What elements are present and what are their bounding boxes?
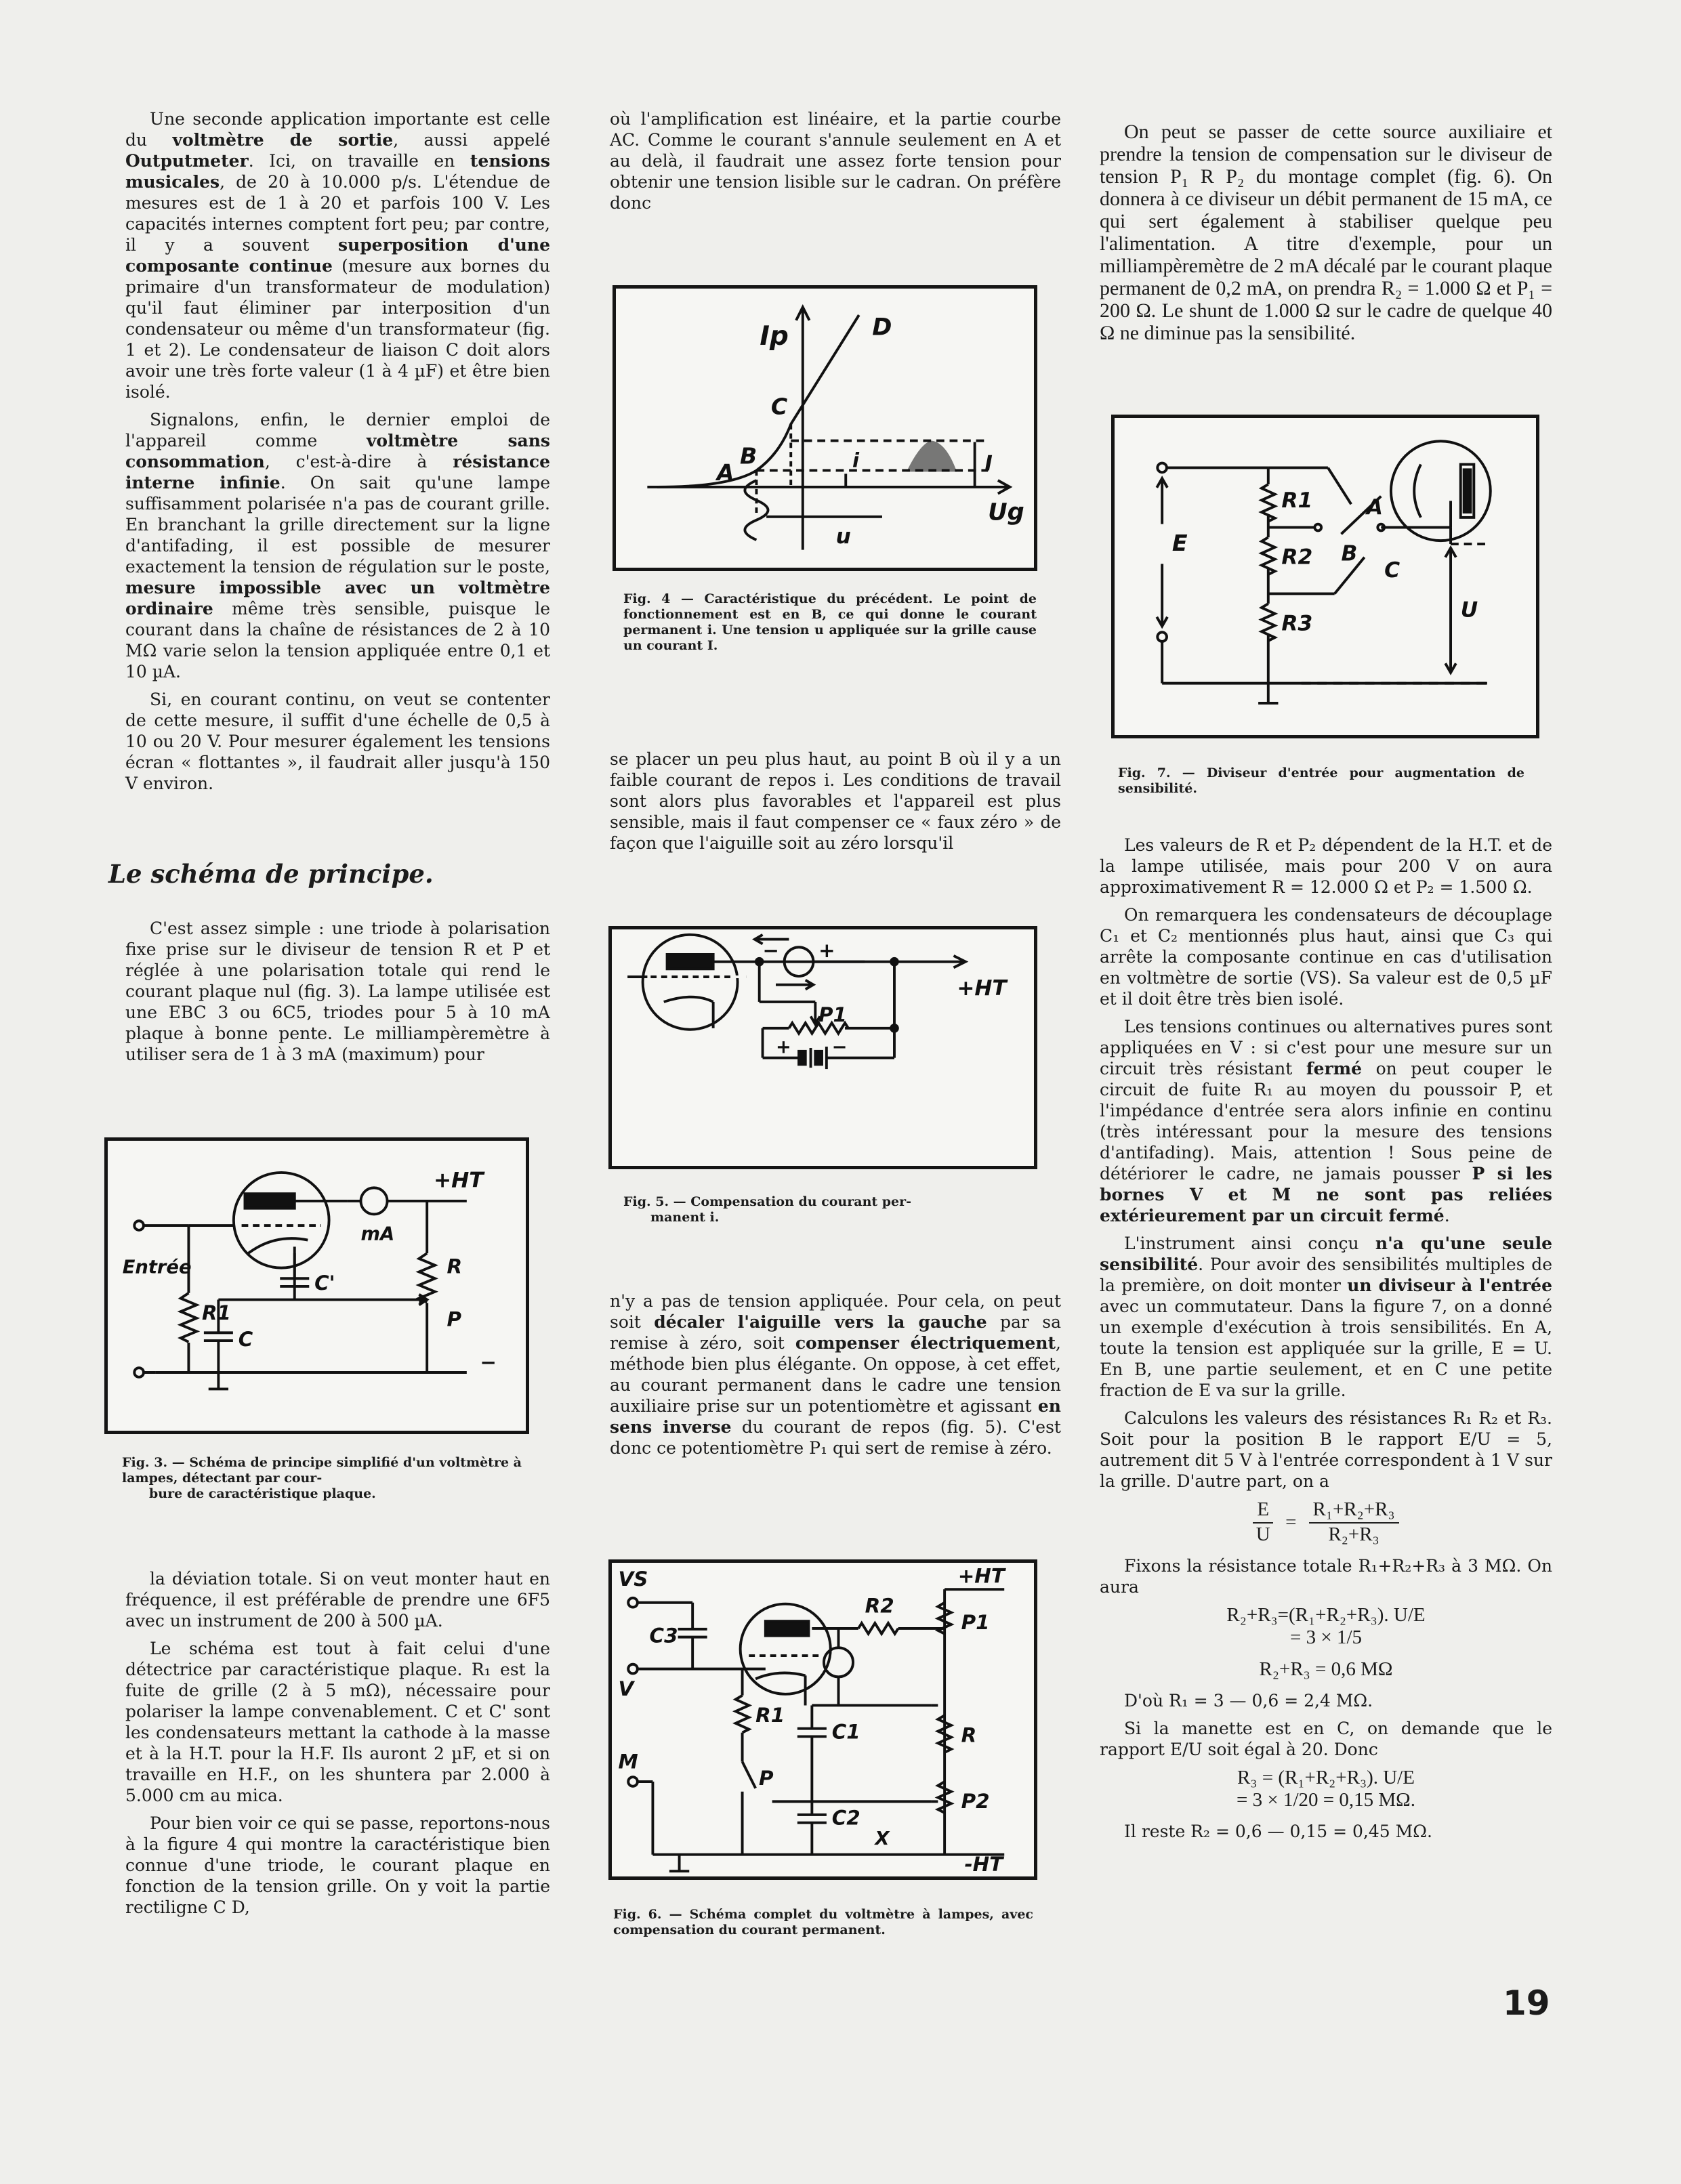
fig4-label-a: A [716, 459, 734, 486]
fig7-label-u: U [1460, 597, 1478, 623]
bold-text: Outputmeter [125, 151, 249, 171]
fig7-label-b: B [1341, 541, 1358, 566]
fig3-caption-b: bure de caractéristique plaque. [149, 1486, 376, 1501]
col2-top-text [610, 108, 1061, 220]
text: Si, en courant continu, on veut se contenter de cette mesure, il suffit d'une échelle de 0,5 à 10 ou 20 V. Pour mesurer également les tensions écran « flottantes », il faudrait aller jusqu'à 150 V environ. [125, 690, 550, 793]
figure-4-caption: Fig. 4 — Caractéristique du précédent. Le point de fonctionnement est en B, ce qui donne le courant permanent i. Une tension u appliquée sur la grille cause un courant I. [623, 591, 1037, 653]
text: L'instrument ainsi conçu [1124, 1234, 1375, 1253]
fig6-label-c3: C3 [649, 1624, 678, 1647]
fig6-label-p2: P2 [961, 1790, 990, 1813]
figure-5-caption [623, 1194, 1037, 1225]
text: On remarquera les condensateurs de découplage C₁ et C₂ mentionnés plus haut, ainsi que C₃ qui arrête la composante continue en cas d'utilisation en voltmètre de sortie (VS). Sa valeur est de 0,5 µF et il doit être très bien isolé. [1100, 905, 1552, 1009]
col1-top-text [125, 108, 550, 801]
text: par sa remise à zéro, soit [610, 1312, 1061, 1353]
fig6-label-m: M [618, 1750, 638, 1773]
text: se placer un peu plus haut, au point B où il y a un faible courant de repos i. Les conditions de travail sont alors plus favorables et l'appareil est plus sensible, mais il faut compenser ce « faux zéro » de façon que l'aiguille soit au zéro lorsqu'il [610, 749, 1061, 853]
text: Le schéma est tout à fait celui d'une détectrice par caractéristique plaque. R₁ est la fuite de grille (2 à 5 mΩ), nécessaire pour polariser la lampe convenablement. C et C' sont les condensateurs mettant la cathode à la masse et à la H.T. pour la H.F. Ils auront 2 µF, et si on travaille en H.F., on les shuntera par 2.000 à 5.000 cm au mica. [125, 1639, 550, 1805]
paragraph [1100, 1690, 1552, 1711]
bold-text: décaler l'aiguille vers la gauche [654, 1312, 987, 1332]
eq1-den-left: U [1255, 1524, 1270, 1545]
paragraph [1100, 1555, 1552, 1597]
bold-text: fermé [1306, 1059, 1363, 1078]
fig5-label-p1: P1 [818, 1003, 847, 1027]
paragraph [610, 1290, 1061, 1458]
text: D'où R₁ = 3 — 0,6 = 2,4 MΩ. [1124, 1691, 1373, 1710]
fig7-label-c: C [1384, 558, 1400, 583]
paragraph [1100, 1821, 1552, 1842]
text: (mesure aux bornes du primaire d'un transformateur de modulation) qu'il faut éliminer par interposition d'un condensateur ou même d'un transformateur (fig. 1 et 2). Le condensateur de liaison C doit alors avoir une très forte valeur (1 à 4 µF) et être bien isolé. [125, 256, 550, 402]
text: du courant de repos (fig. 5). C'est donc ce potentiomètre P₁ qui sert de remise à zéro. [610, 1417, 1061, 1458]
fig4-label-I: I [984, 451, 993, 476]
text: Pour bien voir ce qui se passe, reportons-nous à la figure 4 qui montre la caractéristique bien connue d'une triode, le courant plaque en fonction de la tension grille. On y voit la partie rectiligne C D, [125, 1813, 550, 1917]
eq4-line1: R₃ = (R₁+R₂+R₃). U/E [1237, 1767, 1415, 1788]
fig4-label-d: D [872, 313, 892, 341]
bold-text: voltmètre de sortie [172, 130, 394, 150]
text: C'est assez simple : une triode à polarisation fixe prise sur le diviseur de tension R et P et réglée à une polarisation totale qui rend le courant plaque nul (fig. 3). La lampe utilisée est une EBC 3 ou 6C5, triodes pour 5 à 10 mA plaque à bonne pente. Le milliampèremètre à utiliser sera de 1 à 3 mA (maximum) pour [125, 919, 550, 1064]
text: Les valeurs de R et P₂ dépendent de la H.T. et de la lampe utilisée, mais pour 200 V on aura approximativement R = 12.000 Ω et P₂ = 1.500 Ω. [1100, 835, 1552, 897]
fig5-label-ht: +HT [957, 976, 1007, 1001]
para-reste [1100, 1821, 1552, 1842]
fig3-label-minus: − [480, 1351, 497, 1374]
col2-mid-text [610, 749, 1061, 860]
text: Les tensions continues ou alternatives pures sont appliquées en V : si c'est pour une mesure sur un circuit très résistant [1100, 1017, 1552, 1078]
fig3-label-c: C [238, 1327, 253, 1351]
bold-text: superposition d'une composante continue [125, 235, 551, 276]
eq1-num-right: R₁+R₂+R₃ [1309, 1498, 1399, 1524]
fig6-label-mht: -HT [964, 1853, 1003, 1876]
paragraph [125, 918, 550, 1065]
fig3-label-p: P [447, 1307, 461, 1331]
bold-text: voltmètre sans consommation [125, 431, 550, 471]
fig6-label-vs: VS [618, 1568, 648, 1591]
fig6-label-ht: +HT [957, 1564, 1005, 1588]
text: Signalons, enfin, le dernier emploi de l'appareil comme [125, 410, 550, 450]
col3-top-text [1100, 121, 1552, 351]
fig7-label-r1: R1 [1281, 488, 1313, 513]
text: la déviation totale. Si on veut monter haut en fréquence, il est préférable de prendre une 6F5 avec un instrument de 200 à 500 µA. [125, 1569, 550, 1631]
equation-4 [1100, 1767, 1552, 1811]
paragraph [125, 1638, 550, 1806]
fig4-label-b: B [740, 442, 758, 469]
bold-text: en sens inverse [610, 1396, 1061, 1437]
paragraph [610, 749, 1061, 854]
paragraph [125, 1568, 550, 1631]
paragraph [125, 108, 550, 402]
text: Calculons les valeurs des résistances R₁ R₂ et R₃. Soit pour la position B le rapport E/U = 5, autrement dit 5 V à l'entrée correspondent à 1 V sur la grille. D'autre part, on a [1100, 1408, 1552, 1491]
eq1-den-right: R₂+R₃ [1328, 1524, 1379, 1545]
fig4-label-c: C [770, 393, 788, 420]
text: , aussi appelé [393, 130, 550, 150]
equation-3: R₂+R₃ = 0,6 MΩ [1259, 1658, 1393, 1680]
text: On peut se passer de cette source auxiliaire et prendre la tension de compensation sur le diviseur de tension P₁ R P₂ du montage complet (fig. 6). On donnera à ce diviseur un débit permanent de 15 mA, ce qui sert également à stabiliser quelque peu l'alimentation. A titre d'exemple, pour un milliampèremètre de 2 mA décalé par le courant plaque permanent de 0,2 mA, on prendra R₂ = 1.000 Ω et P₁ = 200 Ω. Le shunt de 1.000 Ω sur le cadre de quelque 40 Ω ne diminue pas la sensibilité. [1100, 121, 1552, 344]
col1-bottom-text [125, 1568, 550, 1925]
fig7-label-a: A [1366, 495, 1383, 520]
text: . Pour avoir des sensibilités multiples de la première, on doit monter [1100, 1255, 1552, 1295]
bold-text: P si les bornes V et M ne sont pas reliées extérieurement par un circuit fermé [1100, 1164, 1552, 1225]
col3-paragraphs [1100, 835, 1552, 1492]
text: Une seconde application importante est celle du [125, 109, 550, 150]
fig3-label-r: R [447, 1255, 463, 1278]
fig6-label-p: P [759, 1766, 774, 1790]
fig7-label-r2: R2 [1281, 545, 1313, 570]
text: . Ici, on travaille en [248, 151, 470, 171]
figure-3-caption [122, 1455, 522, 1502]
text: Il reste R₂ = 0,6 — 0,15 = 0,45 MΩ. [1124, 1822, 1432, 1841]
col1-mid-text [125, 918, 550, 1072]
text: . On sait qu'une lampe suffisamment polarisée n'a pas de courant grille. En branchant la grille directement sur la ligne d'antifading, il est possible de mesurer exactement la tension de régulation sur le poste, [125, 473, 550, 576]
paragraph [610, 108, 1061, 213]
bold-text: compenser électriquement [795, 1333, 1056, 1353]
bold-text: tensions musicales [125, 151, 550, 192]
figure-4-characteristic [613, 285, 1037, 571]
para-dou [1100, 1690, 1552, 1711]
col2-bottom-text [610, 1290, 1061, 1465]
bold-text: résistance interne infinie [125, 452, 550, 492]
equation-e-over-u [1100, 1498, 1552, 1546]
fig5-label-minus: − [762, 938, 779, 962]
text: , de 20 à 10.000 p/s. L'étendue de mesures est de 1 à 20 et parfois 100 V. Les capacités internes comptent fort peu; par contre, il y a souvent [125, 172, 550, 255]
text: on peut couper le circuit de fuite R₁ au moyen du poussoir P, et l'impédance d'entrée sera alors infinie en continu (très intéressant pour la mesure des tensions d'antifading). Mais, attention ! Sous peine de détériorer le cadre, ne jamais pousser [1100, 1059, 1552, 1183]
text: où l'amplification est linéaire, et la partie courbe AC. Comme le courant s'annule seulement en A et au delà, il faudrait une assez forte tension pour obtenir une tension lisible sur le cadran. On préfère donc [610, 109, 1061, 213]
fig6-label-p1: P1 [961, 1610, 990, 1634]
text: même très sensible, puisque le courant dans la chaîne de résistances de 2 à 10 MΩ varie selon la tension appliquée entre 0,1 et 10 µA. [125, 599, 550, 681]
paragraph [125, 1813, 550, 1918]
paragraph [1100, 1016, 1552, 1226]
fig3-label-r1: R1 [201, 1301, 231, 1324]
paragraph [125, 689, 550, 794]
text: , c'est-à-dire à [264, 452, 453, 471]
text: avec un commutateur. Dans la figure 7, on a donné un exemple d'exécution à trois sensibilités. En A, toute la tension est appliquée sur la grille, E = U. En B, une partie seulement, et en C une petite fraction de E va sur la grille. [1100, 1297, 1552, 1400]
fig6-label-c2: C2 [831, 1806, 860, 1830]
paragraph [1100, 1233, 1552, 1401]
eq4-line2: = 3 × 1/20 = 0,15 MΩ. [1237, 1789, 1415, 1811]
figure-6-caption: Fig. 6. — Schéma complet du voltmètre à lampes, avec compensation du courant permanent. [613, 1907, 1033, 1937]
fig4-label-ip: Ip [760, 320, 789, 352]
text: n'y a pas de tension appliquée. Pour cela, on peut soit [610, 1291, 1061, 1332]
fig6-label-r2: R2 [865, 1594, 894, 1618]
figure-6-complete-schematic [608, 1559, 1037, 1880]
fig4-label-i: i [852, 448, 860, 472]
equation-2 [1100, 1604, 1552, 1649]
fig6-label-r: R [961, 1723, 977, 1747]
fig5-label-plus: + [818, 938, 835, 962]
fig3-caption-a: Fig. 3. — Schéma de principe simplifié d'un voltmètre à lampes, détectant par cour- [122, 1455, 522, 1486]
fig7-label-r3: R3 [1281, 611, 1313, 636]
para-fixons [1100, 1555, 1552, 1597]
paragraph [1100, 904, 1552, 1009]
para-si [1100, 1718, 1552, 1760]
bold-text: mesure impossible avec un voltmètre ordinaire [125, 578, 550, 618]
fig7-label-e: E [1171, 529, 1188, 556]
eq2-line1: R₂+R₃=(R₁+R₂+R₃). U/E [1226, 1604, 1426, 1626]
fig6-label-r1: R1 [755, 1703, 785, 1727]
figure-7-input-divider [1111, 415, 1539, 738]
paragraph [1100, 121, 1552, 344]
fig3-label-ma: mA [360, 1223, 395, 1245]
fig6-label-x: X [875, 1828, 890, 1850]
figure-5-compensation [608, 926, 1037, 1169]
eq1-num-left: E [1253, 1498, 1273, 1524]
text: , méthode bien plus élégante. On oppose, à cet effet, au courant permanent dans le cadre une tension auxiliaire prise sur un potentiomètre et agissant [610, 1333, 1061, 1416]
section-heading: Le schéma de principe. [108, 859, 434, 889]
bold-text: un diviseur à l'entrée [1347, 1276, 1552, 1295]
eq2-line2: = 3 × 1/5 [1289, 1626, 1363, 1648]
fig3-label-entree: Entrée [122, 1257, 192, 1278]
fig5-caption-a: Fig. 5. — Compensation du courant per- [623, 1194, 912, 1209]
figure-7-caption: Fig. 7. — Diviseur d'entrée pour augmentation de sensibilité. [1118, 765, 1524, 796]
fig3-label-cprime: C' [314, 1271, 335, 1295]
fig5-label-battery-plus: + [775, 1036, 791, 1058]
col3-bottom-text [1100, 835, 1552, 1849]
paragraph [125, 409, 550, 682]
text: Si la manette est en C, on demande que le rapport E/U soit égal à 20. Donc [1100, 1719, 1552, 1759]
fig5-label-battery-minus: − [831, 1036, 848, 1058]
fig3-label-ht: +HT [433, 1168, 484, 1193]
fig5-caption-b: manent i. [650, 1210, 720, 1225]
bold-text: n'a qu'une seule sensibilité [1100, 1234, 1552, 1274]
text: Fixons la résistance totale R₁+R₂+R₃ à 3 MΩ. On aura [1100, 1556, 1552, 1597]
fig6-label-c1: C1 [831, 1720, 860, 1744]
paragraph [1100, 1718, 1552, 1760]
paragraph [1100, 835, 1552, 898]
page-number: 19 [1503, 1983, 1550, 2023]
figure-3-schematic [104, 1137, 529, 1434]
fig4-label-u: u [835, 524, 851, 549]
fig4-label-ug: Ug [988, 498, 1024, 526]
paragraph [1100, 1408, 1552, 1492]
fig6-label-v: V [618, 1677, 634, 1700]
eq1-equals: = [1285, 1511, 1297, 1533]
text: . [1444, 1206, 1450, 1225]
